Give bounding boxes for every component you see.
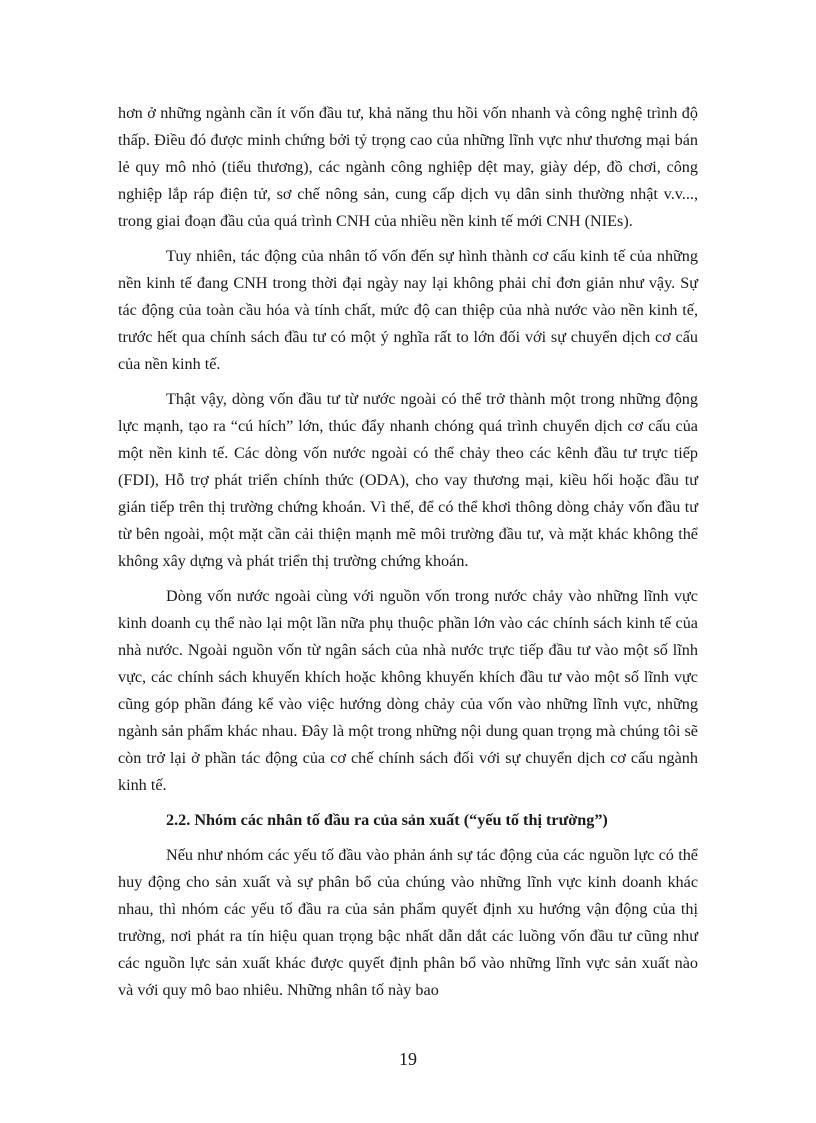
- section-heading: 2.2. Nhóm các nhân tố đầu ra của sản xuất (“yếu tố thị trường”): [166, 811, 608, 829]
- paragraph-output-factors: Nếu như nhóm các yếu tố đầu vào phản ánh sự tác động của các nguồn lực có thể huy động cho sản xuất và sự phân bổ của chúng vào những lĩnh vực kinh doanh khác nhau, thì nhóm các yếu tố đầu ra của sản phẩm quyết định xu hướng vận động của thị trường, nơi phát ra tín hiệu quan trọng bậc nhất dẫn dắt các luồng vốn đầu tư cũng như các nguồn lực sản xuất khác được quyết định phân bổ vào những lĩnh vực sản xuất nào và với quy mô bao nhiêu. Những nhân tố này bao: [118, 846, 698, 999]
- document-page: [118, 100, 698, 1012]
- page-number: 19: [399, 1049, 417, 1069]
- paragraph-foreign-capital: Thật vậy, dòng vốn đầu tư từ nước ngoài có thể trở thành một trong những động lực mạnh, tạo ra “cú hích” lớn, thúc đẩy nhanh chóng quá trình chuyển dịch cơ cấu của một nền kinh tế. Các dòng vốn nước ngoài có thể chảy theo các kênh đầu tư trực tiếp (FDI), Hỗ trợ phát triển chính thức (ODA), cho vay thương mại, kiều hối hoặc đầu tư gián tiếp trên thị trường chứng khoán. Vì thế, để có thể khơi thông dòng chảy vốn đầu tư từ bên ngoài, một mặt cần cải thiện mạnh mẽ môi trường đầu tư, và mặt khác không thể không xây dựng và phát triển thị trường chứng khoán.: [118, 390, 698, 570]
- paragraph-continuation: hơn ở những ngành cần ít vốn đầu tư, khả năng thu hồi vốn nhanh và công nghệ trình độ thấp. Điều đó được minh chứng bởi tỷ trọng cao của những lĩnh vực như thương mại bán lẻ quy mô nhỏ (tiểu thương), các ngành công nghiệp dệt may, giày dép, đồ chơi, công nghiệp lắp ráp điện tử, sơ chế nông sản, cung cấp dịch vụ dân sinh thường nhật v.v..., trong giai đoạn đầu của quá trình CNH của nhiều nền kinh tế mới CNH (NIEs).: [118, 104, 698, 230]
- paragraph-capital-impact: Tuy nhiên, tác động của nhân tố vốn đến sự hình thành cơ cấu kinh tế của những nền kinh tế đang CNH trong thời đại ngày nay lại không phải chỉ đơn giản như vậy. Sự tác động của toàn cầu hóa và tính chất, mức độ can thiệp của nhà nước vào nền kinh tế, trước hết qua chính sách đầu tư có một ý nghĩa rất to lớn đối với sự chuyển dịch cơ cấu của nền kinh tế.: [118, 247, 698, 373]
- paragraph-state-policy: Dòng vốn nước ngoài cùng với nguồn vốn trong nước chảy vào những lĩnh vực kinh doanh cụ thể nào lại một lần nữa phụ thuộc phần lớn vào các chính sách kinh tế của nhà nước. Ngoài nguồn vốn từ ngân sách của nhà nước trực tiếp đầu tư vào một số lĩnh vực, các chính sách khuyến khích hoặc không khuyến khích đầu tư vào một số lĩnh vực cũng góp phần đáng kể vào việc hướng dòng chảy của vốn vào những lĩnh vực, những ngành sản phẩm khác nhau. Đây là một trong những nội dung quan trọng mà chúng tôi sẽ còn trở lại ở phần tác động của cơ chế chính sách đối với sự chuyển dịch cơ cấu ngành kinh tế.: [118, 587, 698, 794]
